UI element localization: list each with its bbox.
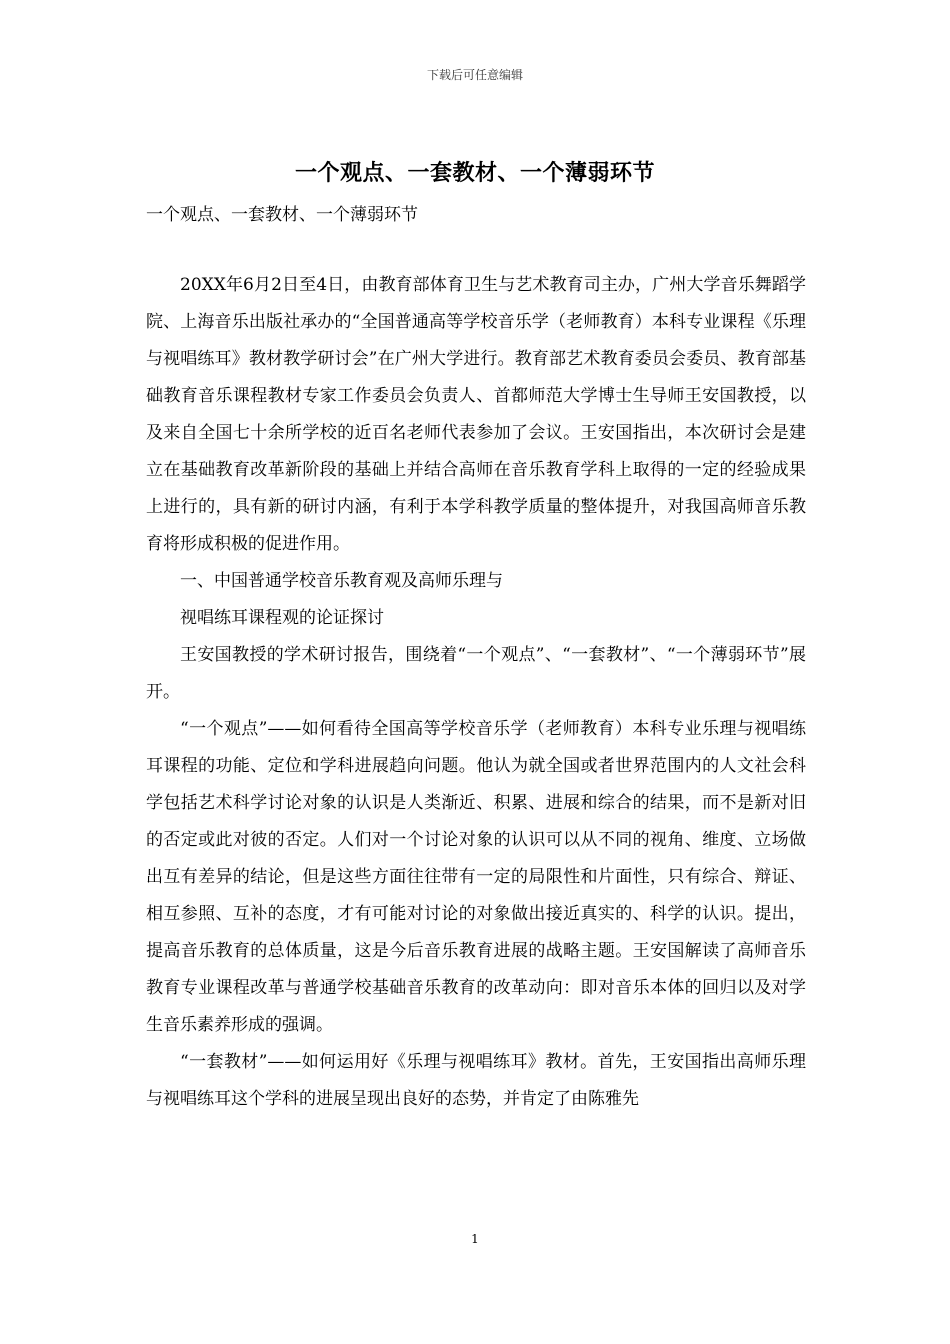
- page-header-note: 下载后可任意编辑: [426, 68, 523, 82]
- paragraph-one-viewpoint: “一个观点”——如何看待全国高等学校音乐学（老师教育）本科专业乐理与视唱练耳课程的功能、定位和学科进展趋向问题。他认为就全国或者世界范围内的人文社会科学包括艺术科学讨论对象的认识是人类渐近、积累、进展和综合的结果，而不是新对旧的否定或此对彼的否定。人们对一个讨论对象的认识可以从不同的视角、维度、立场做出互有差异的结论，但是这些方面往往带有一定的局限性和片面性，只有综合、辩证、相互参照、互补的态度，才有可能对讨论的对象做出接近真实的、科学的认识。提出，提高音乐教育的总体质量，这是今后音乐教育进展的战略主题。王安国解读了高师音乐教育专业课程改革与普通学校基础音乐教育的改革动向：即对音乐本体的回归以及对学生音乐素养形成的强调。: [146, 719, 806, 1035]
- document-title: 一个观点、一套教材、一个薄弱环节: [294, 160, 655, 186]
- document-subtitle: 一个观点、一套教材、一个薄弱环节: [146, 205, 418, 225]
- page-number: 1: [471, 1232, 479, 1246]
- paragraph-one-textbook: “一套教材”——如何运用好《乐理与视唱练耳》教材。首先，王安国指出高师乐理与视唱练耳这个学科的进展呈现出良好的态势，并肯定了由陈雅先: [146, 1052, 806, 1109]
- paragraph-intro: 20XX年6月2日至4日，由教育部体育卫生与艺术教育司主办，广州大学音乐舞蹈学院、上海音乐出版社承办的“全国普通高等学校音乐学（老师教育）本科专业课程《乐理与视唱练耳》教材教学研讨会”在广州大学进行。教育部艺术教育委员会委员、教育部基础教育音乐课程教材专家工作委员会负责人、首都师范大学博士生导师王安国教授，以及来自全国七十余所学校的近百名老师代表参加了会议。王安国指出，本次研讨会是建立在基础教育改革新阶段的基础上并结合高师在音乐教育学科上取得的一定的经验成果上进行的，具有新的研讨内涵，有利于本学科教学质量的整体提升，对我国高师音乐教育将形成积极的促进作用。: [146, 275, 806, 554]
- section-heading-line-2: 视唱练耳课程观的论证探讨: [180, 608, 384, 628]
- document-body: [146, 267, 806, 1118]
- paragraph-report-overview: 王安国教授的学术研讨报告，围绕着“一个观点”、“一套教材”、“一个薄弱环节”展开。: [146, 645, 806, 702]
- section-heading-line-1: 一、中国普通学校音乐教育观及高师乐理与: [180, 571, 503, 591]
